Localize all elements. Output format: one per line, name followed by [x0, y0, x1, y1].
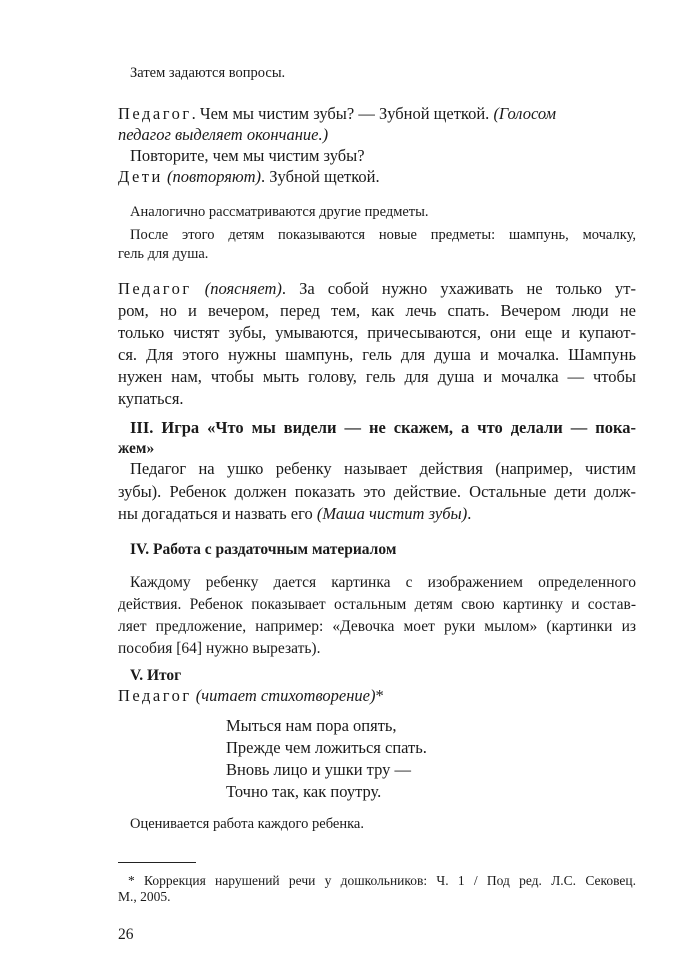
- text-line: ром, но и вечером, перед тем, как лечь спать. Вечером люди не: [118, 301, 636, 320]
- text: . За собой нужно ухаживать не только ут-: [281, 279, 636, 298]
- poem-line: Точно так, как поутру.: [226, 782, 382, 801]
- speaker: Педагог: [118, 104, 192, 123]
- poem-line: Мыться нам пора опять,: [226, 716, 397, 735]
- footnote-mark: *: [375, 686, 384, 705]
- text-line: ляет предложение, например: «Девочка моет руки мылом» (картинки из: [118, 618, 636, 635]
- text-line: [118, 281, 636, 298]
- text-line: действия. Ребенок показывает остальным детям свою картинку и состав-: [118, 596, 636, 613]
- section-heading: IV. Работа с раздаточным материалом: [130, 541, 397, 558]
- dialogue-line: [118, 169, 380, 186]
- text-line: купаться.: [118, 389, 184, 408]
- footnote: * Коррекция нарушений речи у дошкольников: Ч. 1 / Под ред. Л.С. Сековец.: [128, 873, 636, 888]
- text-line: После этого детям показываются новые предметы: шампунь, мочалку,: [130, 227, 636, 243]
- speaker: Педагог: [118, 686, 192, 705]
- text: . Чем мы чистим зубы? — Зубной щеткой.: [191, 104, 494, 123]
- text-line: ся. Для этого нужны шампунь, гель для душа и мочалка. Шампунь: [118, 345, 636, 364]
- text-line: зубы). Ребенок должен показать это действие. Остальные дети долж-: [118, 482, 636, 501]
- footnote-divider: [118, 862, 196, 863]
- footnote: М., 2005.: [118, 889, 171, 904]
- poem-line: Вновь лицо и ушки тру —: [226, 760, 411, 779]
- remark: педагог выделяет окончание.): [118, 125, 329, 144]
- text-line: Затем задаются вопросы.: [130, 65, 286, 81]
- text-line: Оценивается работа каждого ребенка.: [130, 816, 364, 832]
- remark: (Голосом: [493, 104, 557, 123]
- remark-line: [118, 127, 328, 144]
- text: ны догадаться и назвать его: [118, 504, 317, 523]
- dialogue-line: [118, 106, 636, 123]
- text-line: нужен нам, чтобы мыть голову, гель для душа и мочалка — чтобы: [118, 367, 636, 386]
- dialogue-line: [118, 688, 384, 705]
- text-line: Аналогично рассматриваются другие предметы.: [130, 204, 429, 220]
- speaker: Дети: [118, 167, 163, 186]
- remark: (читает стихотворение): [195, 686, 376, 705]
- text-line: только чистят зубы, умываются, причесываются, они еще и купают-: [118, 323, 636, 342]
- section-heading: V. Итог: [130, 667, 182, 684]
- text: . Зубной щеткой.: [261, 167, 380, 186]
- text-line: Педагог на ушко ребенку называет действия (например, чистим: [130, 459, 636, 478]
- text-line: пособия [64] нужно вырезать).: [118, 640, 321, 657]
- section-heading: жем»: [118, 440, 155, 457]
- page-number: 26: [118, 926, 134, 943]
- speaker: Педагог: [118, 279, 192, 298]
- text-line: Повторите, чем мы чистим зубы?: [130, 146, 365, 165]
- example: (Маша чистит зубы): [316, 504, 468, 523]
- text-line: Каждому ребенку дается картинка с изображением определенного: [130, 574, 636, 591]
- text: .: [467, 504, 472, 523]
- section-heading: III. Игра «Что мы видели — не скажем, а что делали — пока-: [130, 418, 636, 437]
- remark: (повторяют): [166, 167, 262, 186]
- poem-line: Прежде чем ложиться спать.: [226, 738, 427, 757]
- remark: (поясняет): [204, 279, 282, 298]
- text-line: гель для душа.: [118, 246, 209, 262]
- text-line: [118, 506, 471, 523]
